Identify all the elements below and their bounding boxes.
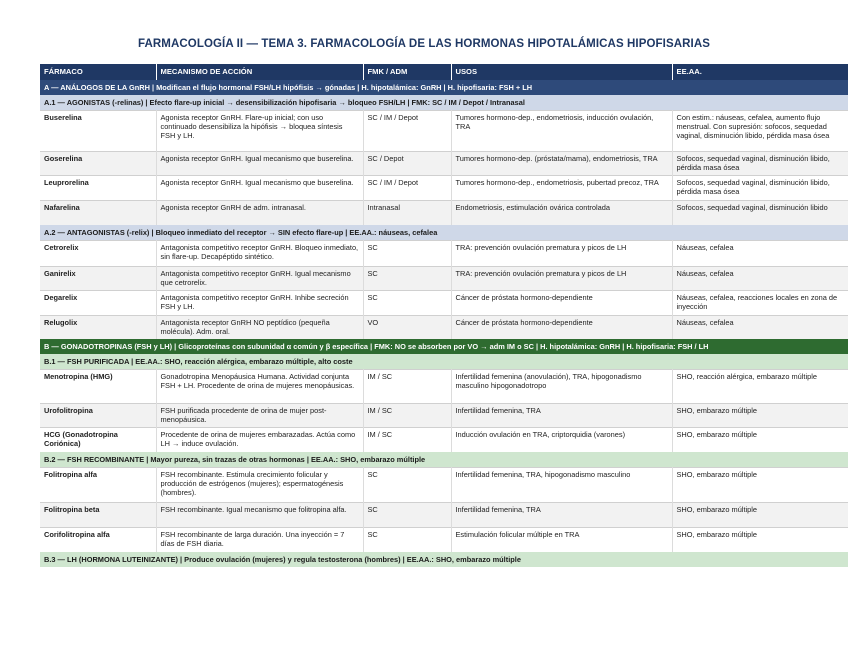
uses-cell: TRA: prevención ovulación prematura y picos de LH bbox=[451, 267, 672, 291]
adverse-effects-cell: Náuseas, cefalea bbox=[672, 316, 848, 340]
mechanism-cell: FSH recombinante. Igual mecanismo que folitropina alfa. bbox=[156, 503, 363, 528]
drug-name: Ganirelix bbox=[40, 267, 156, 291]
table-row bbox=[40, 370, 848, 404]
adverse-effects-cell: SHO, embarazo múltiple bbox=[672, 404, 848, 428]
admin-cell: IM / SC bbox=[363, 404, 451, 428]
table-row bbox=[40, 241, 848, 267]
mechanism-cell: Antagonista competitivo receptor GnRH. Bloqueo inmediato, sin flare-up. Decapéptido sintético. bbox=[156, 241, 363, 267]
mechanism-cell: FSH recombinante. Estimula crecimiento folicular y producción de estrógenos (mujeres); espermatogénesis (hombres). bbox=[156, 468, 363, 503]
adverse-effects-cell: Con estim.: náuseas, cefalea, aumento flujo menstrual. Con supresión: sofocos, sequedad vaginal, disminución libido, pérdida masa ósea bbox=[672, 111, 848, 152]
drug-name: Relugolix bbox=[40, 316, 156, 340]
header-mecanismo: MECANISMO DE ACCIÓN bbox=[156, 64, 363, 80]
drug-name: Degarelix bbox=[40, 291, 156, 316]
table-header-row bbox=[40, 64, 848, 80]
drug-name: Menotropina (HMG) bbox=[40, 370, 156, 404]
section-b-header: B — GONADOTROPINAS (FSH y LH) | Glicoproteínas con subunidad α común y β específica | FMK: NO se absorben por VO → adm IM o SC | H. hipotalámica: GnRH | H. hipofisaria: FSH / LH bbox=[40, 339, 848, 354]
section-a-header: A — ANÁLOGOS DE LA GnRH | Modifican el flujo hormonal FSH/LH hipófisis → gónadas | H. hipotalámica: GnRH | H. hipofisaria: FSH + LH bbox=[40, 80, 848, 95]
admin-cell: SC bbox=[363, 267, 451, 291]
adverse-effects-cell: Sofocos, sequedad vaginal, disminución libido, pérdida masa ósea bbox=[672, 176, 848, 201]
drug-name: Cetrorelix bbox=[40, 241, 156, 267]
header-fmk-adm: FMK / ADM bbox=[363, 64, 451, 80]
adverse-effects-cell: SHO, embarazo múltiple bbox=[672, 528, 848, 553]
uses-cell: Endometriosis, estimulación ovárica controlada bbox=[451, 201, 672, 226]
uses-cell: Infertilidad femenina, TRA bbox=[451, 503, 672, 528]
mechanism-cell: FSH purificada procedente de orina de mujer post-menopáusica. bbox=[156, 404, 363, 428]
drug-name: Folitropina beta bbox=[40, 503, 156, 528]
uses-cell: Tumores hormono-dep., endometriosis, pubertad precoz, TRA bbox=[451, 176, 672, 201]
pharmacology-table bbox=[40, 64, 848, 567]
table-row bbox=[40, 201, 848, 226]
mechanism-cell: Procedente de orina de mujeres embarazadas. Actúa como LH → induce ovulación. bbox=[156, 428, 363, 453]
admin-cell: SC bbox=[363, 291, 451, 316]
mechanism-cell: Antagonista competitivo receptor GnRH. Inhibe secreción FSH y LH. bbox=[156, 291, 363, 316]
drug-name: Nafarelina bbox=[40, 201, 156, 226]
uses-cell: Cáncer de próstata hormono-dependiente bbox=[451, 316, 672, 340]
uses-cell: Infertilidad femenina, TRA, hipogonadismo masculino bbox=[451, 468, 672, 503]
table-row bbox=[40, 111, 848, 152]
drug-name: Goserelina bbox=[40, 152, 156, 176]
admin-cell: SC bbox=[363, 241, 451, 267]
admin-cell: SC bbox=[363, 528, 451, 553]
uses-cell: Infertilidad femenina (anovulación), TRA, hipogonadismo masculino hipogonadotropo bbox=[451, 370, 672, 404]
admin-cell: Intranasal bbox=[363, 201, 451, 226]
uses-cell: Cáncer de próstata hormono-dependiente bbox=[451, 291, 672, 316]
mechanism-cell: Gonadotropina Menopáusica Humana. Actividad conjunta FSH + LH. Procedente de orina de mujeres menopáusicas. bbox=[156, 370, 363, 404]
uses-cell: Tumores hormono-dep., endometriosis, inducción ovulación, TRA bbox=[451, 111, 672, 152]
admin-cell: IM / SC bbox=[363, 428, 451, 453]
drug-name: Corifolitropina alfa bbox=[40, 528, 156, 553]
adverse-effects-cell: SHO, embarazo múltiple bbox=[672, 428, 848, 453]
uses-cell: Tumores hormono-dep. (próstata/mama), endometriosis, TRA bbox=[451, 152, 672, 176]
subsection-a1-header: A.1 — AGONISTAS (-relinas) | Efecto flare-up inicial → desensibilización hipofisaria → bloqueo FSH/LH | FMK: SC / IM / Depot / Intranasal bbox=[40, 95, 848, 111]
uses-cell: TRA: prevención ovulación prematura y picos de LH bbox=[451, 241, 672, 267]
mechanism-cell: Antagonista receptor GnRH NO peptídico (pequeña molécula). Adm. oral. bbox=[156, 316, 363, 340]
drug-name: Buserelina bbox=[40, 111, 156, 152]
table-row bbox=[40, 528, 848, 553]
drug-name: HCG (Gonadotropina Coriónica) bbox=[40, 428, 156, 453]
mechanism-cell: Agonista receptor GnRH. Igual mecanismo que buserelina. bbox=[156, 176, 363, 201]
admin-cell: VO bbox=[363, 316, 451, 340]
subsection-a2-header: A.2 — ANTAGONISTAS (-relix) | Bloqueo inmediato del receptor → SIN efecto flare-up | EE.AA.: náuseas, cefalea bbox=[40, 225, 848, 241]
table-row bbox=[40, 316, 848, 340]
drug-name: Urofolitropina bbox=[40, 404, 156, 428]
table-row bbox=[40, 428, 848, 453]
adverse-effects-cell: Sofocos, sequedad vaginal, disminución libido, pérdida masa ósea bbox=[672, 152, 848, 176]
mechanism-cell: Agonista receptor GnRH. Flare-up inicial; con uso continuado desensibiliza la hipófisis → bloquea síntesis FSH y LH. bbox=[156, 111, 363, 152]
adverse-effects-cell: SHO, embarazo múltiple bbox=[672, 468, 848, 503]
adverse-effects-cell: Náuseas, cefalea bbox=[672, 267, 848, 291]
mechanism-cell: FSH recombinante de larga duración. Una inyección = 7 días de FSH diaria. bbox=[156, 528, 363, 553]
header-usos: USOS bbox=[451, 64, 672, 80]
table-row bbox=[40, 468, 848, 503]
admin-cell: IM / SC bbox=[363, 370, 451, 404]
mechanism-cell: Agonista receptor GnRH. Igual mecanismo que buserelina. bbox=[156, 152, 363, 176]
page-title: FARMACOLOGÍA II — TEMA 3. FARMACOLOGÍA DE LAS HORMONAS HIPOTALÁMICAS HIPOFISARIAS bbox=[137, 38, 711, 50]
drug-name: Leuprorelina bbox=[40, 176, 156, 201]
admin-cell: SC bbox=[363, 503, 451, 528]
uses-cell: Infertilidad femenina, TRA bbox=[451, 404, 672, 428]
adverse-effects-cell: Sofocos, sequedad vaginal, disminución libido bbox=[672, 201, 848, 226]
admin-cell: SC / IM / Depot bbox=[363, 176, 451, 201]
table-row bbox=[40, 503, 848, 528]
adverse-effects-cell: SHO, embarazo múltiple bbox=[672, 503, 848, 528]
table-row bbox=[40, 152, 848, 176]
subsection-b3-header: B.3 — LH (HORMONA LUTEINIZANTE) | Produce ovulación (mujeres) y regula testosterona (hombres) | EE.AA.: SHO, embarazo múltiple bbox=[40, 552, 848, 567]
header-eeaa: EE.AA. bbox=[672, 64, 848, 80]
adverse-effects-cell: Náuseas, cefalea, reacciones locales en zona de inyección bbox=[672, 291, 848, 316]
adverse-effects-cell: SHO, reacción alérgica, embarazo múltiple bbox=[672, 370, 848, 404]
mechanism-cell: Antagonista competitivo receptor GnRH. Igual mecanismo que cetrorelix. bbox=[156, 267, 363, 291]
admin-cell: SC bbox=[363, 468, 451, 503]
table-row bbox=[40, 267, 848, 291]
table-row bbox=[40, 176, 848, 201]
table-row bbox=[40, 291, 848, 316]
admin-cell: SC / Depot bbox=[363, 152, 451, 176]
table-row bbox=[40, 404, 848, 428]
admin-cell: SC / IM / Depot bbox=[363, 111, 451, 152]
drug-name: Folitropina alfa bbox=[40, 468, 156, 503]
uses-cell: Inducción ovulación en TRA, criptorquidia (varones) bbox=[451, 428, 672, 453]
mechanism-cell: Agonista receptor GnRH de adm. intranasal. bbox=[156, 201, 363, 226]
subsection-b1-header: B.1 — FSH PURIFICADA | EE.AA.: SHO, reacción alérgica, embarazo múltiple, alto coste bbox=[40, 354, 848, 370]
subsection-b2-header: B.2 — FSH RECOMBINANTE | Mayor pureza, sin trazas de otras hormonas | EE.AA.: SHO, embarazo múltiple bbox=[40, 452, 848, 468]
adverse-effects-cell: Náuseas, cefalea bbox=[672, 241, 848, 267]
header-farmaco: FÁRMACO bbox=[40, 64, 156, 80]
uses-cell: Estimulación folicular múltiple en TRA bbox=[451, 528, 672, 553]
